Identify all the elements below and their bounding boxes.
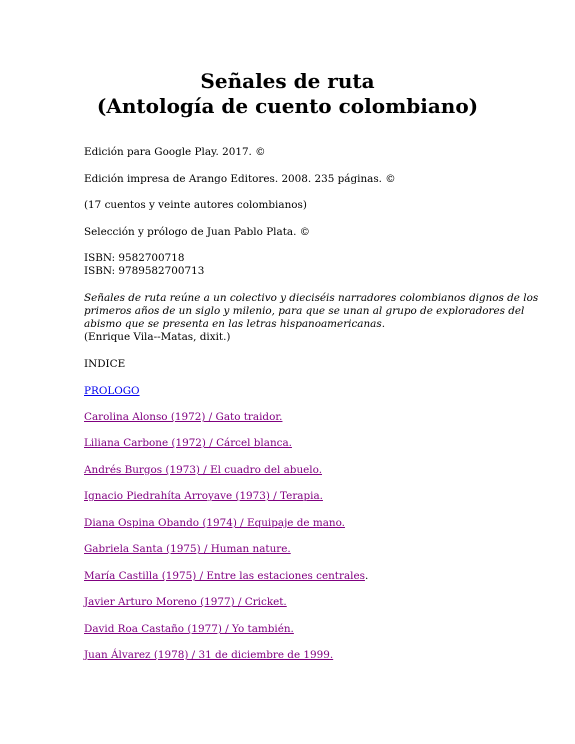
print-edition-line: Edición impresa de Arango Editores. 2008. 235 páginas. © (84, 173, 396, 185)
google-edition-line: Edición para Google Play. 2017. © (84, 146, 266, 158)
quote-line-1: Señales de ruta reúne a un colectivo y dieciséis narradores colombianos dignos de los (84, 292, 539, 304)
toc-link-story-7[interactable]: María Castilla (1975) / Entre las estaciones centrales (84, 570, 365, 582)
toc-link-prologo[interactable]: PROLOGO (84, 385, 140, 397)
title-line-2: (Antología de cuento colombiano) (96, 94, 479, 118)
title-line-1: Señales de ruta (200, 69, 375, 93)
toc-link-story-3[interactable]: Andrés Burgos (1973) / El cuadro del abuelo. (84, 464, 323, 476)
toc-link-story-10[interactable]: Juan Álvarez (1978) / 31 de diciembre de 1999. (84, 649, 334, 661)
toc-link-story-8[interactable]: Javier Arturo Moreno (1977) / Cricket. (84, 596, 287, 608)
epigraph-quote (84, 292, 539, 331)
toc-entry-story-7 (84, 570, 368, 583)
toc-link-story-4[interactable]: Ignacio Piedrahíta Arroyave (1973) / Terapia. (84, 490, 323, 502)
toc-link-story-1[interactable]: Carolina Alonso (1972) / Gato traidor. (84, 411, 283, 423)
index-heading: INDICE (84, 358, 126, 370)
toc-link-story-9[interactable]: David Roa Castaño (1977) / Yo también. (84, 623, 294, 635)
toc-trailing-period: . (364, 570, 369, 582)
quote-line-3: abismo que se presenta en las letras hispanoamericanas. (84, 318, 386, 330)
stories-count-line: (17 cuentos y veinte autores colombianos) (84, 199, 307, 211)
quote-line-2: primeros años de un siglo y milenio, para que se unan al grupo de exploradores del (84, 305, 525, 317)
isbn-13: ISBN: 9789582700713 (84, 265, 205, 277)
toc-link-story-5[interactable]: Diana Ospina Obando (1974) / Equipaje de mano. (84, 517, 345, 529)
toc-link-story-6[interactable]: Gabriela Santa (1975) / Human nature. (84, 543, 291, 555)
selection-line: Selección y prólogo de Juan Pablo Plata. © (84, 226, 311, 238)
isbn-10: ISBN: 9582700718 (84, 252, 185, 264)
toc-link-story-2[interactable]: Liliana Carbone (1972) / Cárcel blanca. (84, 437, 292, 449)
quote-attribution: (Enrique Vila--Matas, dixit.) (84, 331, 231, 343)
